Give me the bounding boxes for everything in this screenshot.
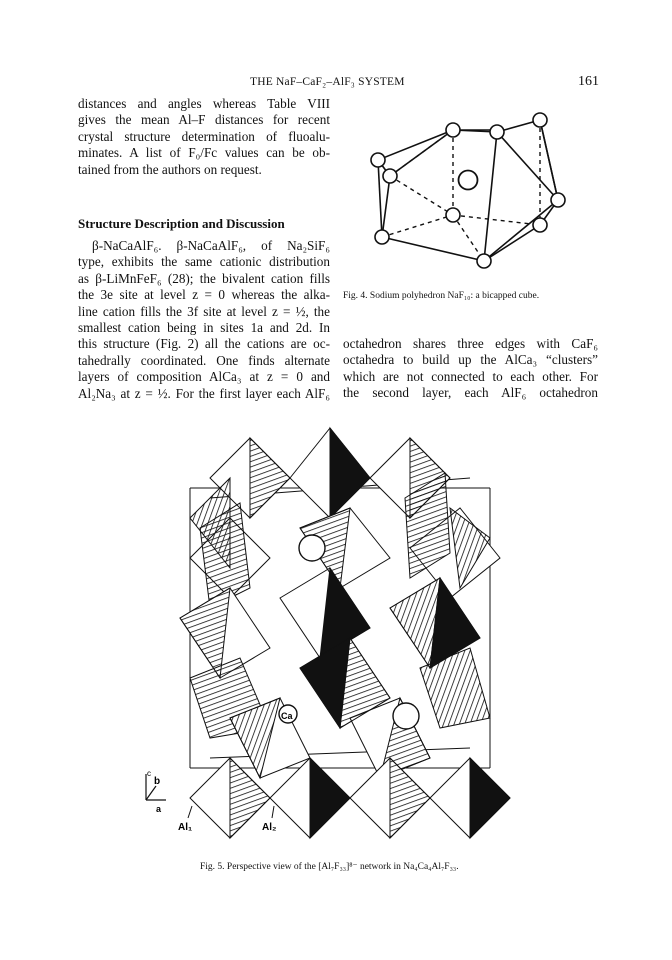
figure-5-network: [150, 418, 530, 850]
text-line: this structure (Fig. 2) all the cations are oc-: [78, 336, 330, 352]
figure-5-caption: Fig. 5. Perspective view of the [Al₇F₃₃]⁸⁻ network in Na₄Ca₄Al₇F₃₃.: [200, 862, 459, 872]
running-header-title: THE NaF–CaF₂–AlF₃ SYSTEM: [250, 76, 405, 88]
text-line: layers of composition AlCa₃ at z = 0 and: [78, 369, 330, 385]
text-line: β-NaCaAlF₆. β-NaCaAlF₆, of Na₂SiF₆: [92, 238, 330, 253]
figure-4-polyhedron: [360, 100, 580, 280]
text-line: type, exhibits the same cationic distribution: [78, 254, 330, 270]
text-line: crystal structure determination of fluoalu-: [78, 128, 330, 144]
axis-b-label: b: [154, 776, 161, 787]
paragraph-right: [343, 336, 598, 402]
label-al2: Al₂: [262, 822, 277, 833]
paragraph-intro: [78, 96, 330, 178]
sodium-site-circle: [299, 535, 325, 561]
sodium-site-circle: [393, 703, 419, 729]
label-al1: Al₁: [178, 822, 193, 833]
text-line: tained from the authors on request.: [78, 161, 262, 177]
text-line: smallest cation being in sites 1a and 2d. In: [78, 319, 330, 335]
text-line: gives the mean Al–F distances for recent: [78, 112, 330, 128]
figure-4-caption: Fig. 4. Sodium polyhedron NaF₁₀: a bicapped cube.: [343, 291, 540, 301]
text-line: as β-LiMnFeF₆ (28); the bivalent cation fills: [78, 270, 330, 286]
axis-a-label: a: [156, 804, 162, 814]
text-line: Al₂Na₃ at z = ½. For the first layer each AlF₆: [78, 385, 330, 401]
text-line: tahedrally coordinated. One finds alternate: [78, 352, 330, 368]
paragraph-structure: [78, 238, 330, 402]
text-line: which are not connected to each other. For: [343, 368, 598, 384]
text-line: minates. A list of F₀/Fc values can be ob-: [78, 145, 330, 161]
page-number: 161: [578, 74, 599, 89]
axis-c-label: c: [147, 769, 151, 778]
text-line: octahedron shares three edges with CaF₆: [343, 336, 598, 351]
text-line: distances and angles whereas Table VIII: [78, 96, 330, 111]
section-heading: Structure Description and Discussion: [78, 216, 285, 231]
text-line: line cation fills the 3f site at level z = ½, the: [78, 303, 330, 319]
text-line: octahedra to build up the AlCa₃ “clusters”: [343, 352, 598, 368]
text-line: the second layer, each AlF₆ octahedron: [343, 385, 598, 401]
label-ca: Ca: [281, 711, 293, 721]
axis-indicator: [136, 768, 176, 814]
text-line: the 3e site at level z = 0 whereas the alka-: [78, 287, 330, 303]
